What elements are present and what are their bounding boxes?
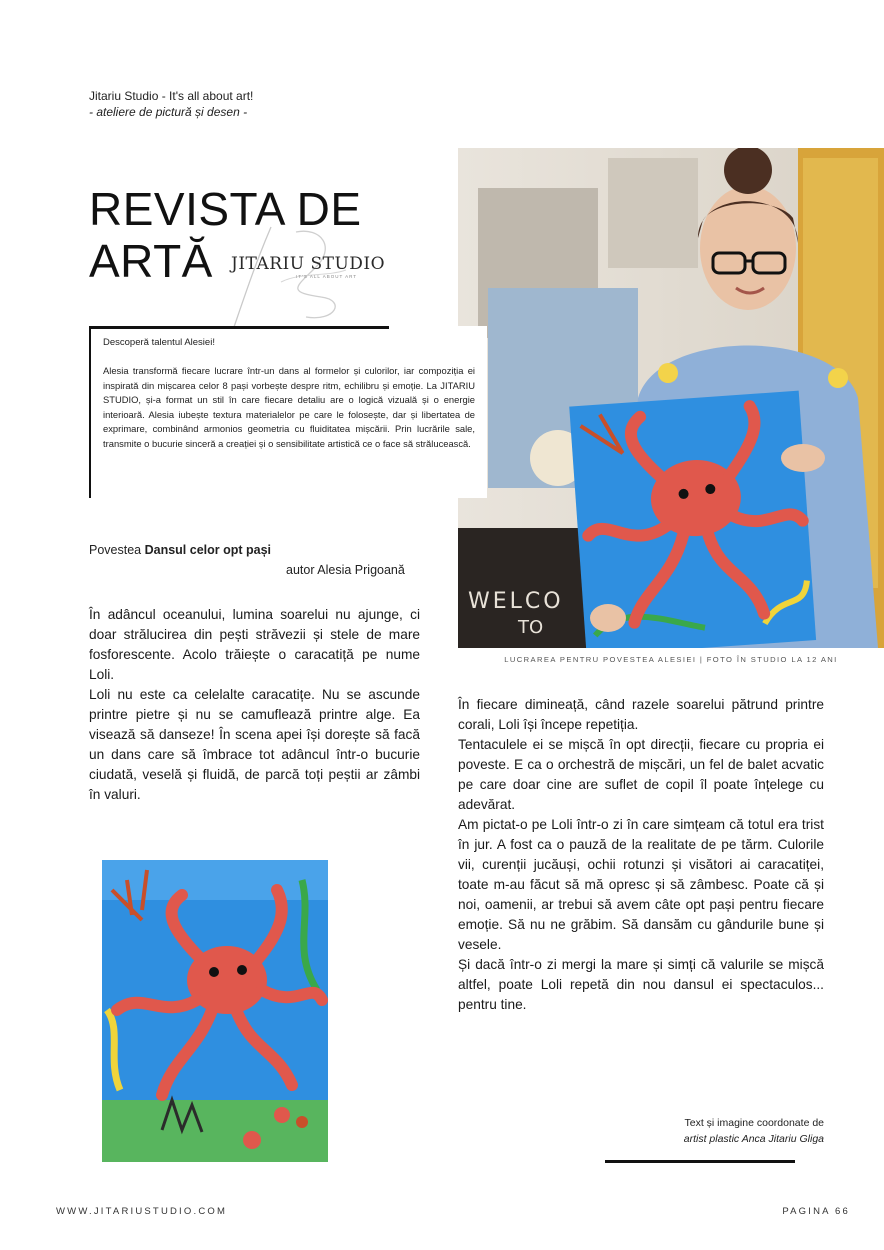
story-paragraph: Și dacă într-o zi mergi la mare și simți că valurile se mișcă altfel, poate Loli repetă din nou dansul ei spectaculos... pentru tine. (458, 957, 824, 1012)
story-prefix: Povestea (89, 543, 145, 557)
story-column-left (89, 605, 420, 805)
story-title: Dansul celor opt pași (144, 543, 272, 557)
logo-wordmark: JITARIU STUDIO (231, 254, 386, 274)
story-paragraph: Loli nu este ca celelalte caracatițe. Nu se ascunde printre pietre și nu se camuflează printre alge. Ea visează să danseze! În scena apei își dorește să facă un dans care să îmbrace tot adâncul într-o bucurie ciudată, veselă și fluidă, de parcă toți peștii ar zâmbi în valuri. (89, 687, 420, 802)
logo-tagline: IT'S ALL ABOUT ART (296, 274, 358, 279)
octopus-painting-illustration (102, 860, 328, 1162)
story-paragraph: În adâncul oceanului, lumina soarelui nu ajunge, ci doar strălucirea din pești străvezii și stele de mare fosforescente. Acolo trăiește o caracatiță pe nume Loli. (89, 607, 420, 682)
studio-name: Jitariu Studio - It's all about art! (89, 89, 254, 103)
story-paragraph: Am pictat-o pe Loli într-o zi în care simțeam că totul era trist în jur. A fost ca o pauză de la realitate de pe tărm. Culorile vii, curenții jucăuși, ochii rotunzi și visători ai caracatiței, toate m-au făcut să mă opresc și să zâmbesc. Poate că și noi, oamenii, ar trebui să avem câte opt pași pentru fiecare emoție. Să nu ne grăbim. Să dansăm cu gândurile bune și vesele. (458, 817, 824, 952)
credit-rule (605, 1160, 795, 1163)
credit-line-1: Text și imagine coordonate de (684, 1117, 824, 1129)
svg-text:TO: TO (518, 617, 544, 638)
intro-top-rule (89, 326, 389, 329)
intro-lead: Descoperă talentul Alesiei! (103, 337, 215, 348)
studio-logo (226, 222, 386, 332)
credit-artist: artist plastic Anca Jitariu Gliga (683, 1133, 824, 1145)
title-line-1: REVISTA DE (89, 183, 362, 235)
story-heading (89, 543, 271, 557)
photo-caption: LUCRAREA PENTRU POVESTEA ALESIEI | FOTO ÎN STUDIO LA 12 ANI (504, 655, 838, 664)
story-column-right (458, 695, 824, 1015)
title-line-2: ARTĂ (89, 235, 213, 287)
studio-subtitle: - ateliere de pictură și desen - (89, 105, 248, 119)
octopus-painting (102, 860, 328, 1162)
footer-page-number: PAGINA 66 (782, 1206, 850, 1217)
footer-website-link[interactable]: WWW.JITARIUSTUDIO.COM (56, 1206, 228, 1217)
artist-photo-illustration (458, 148, 884, 648)
story-paragraph: Tentaculele ei se mișcă în opt direcții, fiecare cu propria ei poveste. E ca o orchestră de mișcări, un fel de balet acvatic pe care doar cine are suflet de copil îl poate înțelege cu adevărat. (458, 737, 824, 812)
intro-body: Alesia transformă fiecare lucrare într-un dans al formelor și culorilor, iar compoziția ei inspirată din mișcarea celor 8 pași vorbește despre ritm, echilibru și emoție. La JITARIU STUDIO, și-a format un stil în care fiecare detaliu are o logică vizuală și o energie interioară. Alesia iubește textura materialelor pe care le folosește, dar și libertatea de exprimare, combinând armonios geometria cu fluiditatea mișcării. Prin lucrările sale, transmite o bucurie sinceră a creației și o sensibilitate artistică ce o face să strălucească. (103, 365, 475, 449)
story-author: autor Alesia Prigoană (286, 563, 405, 577)
studio-header (89, 88, 253, 120)
credit-block (560, 1115, 824, 1147)
svg-text:WELCO: WELCO (468, 589, 564, 614)
story-paragraph: În fiecare dimineață, când razele soarelui pătrund printre corali, Loli își începe repetiția. (458, 697, 824, 732)
artist-photo (458, 148, 884, 648)
intro-box (89, 326, 487, 498)
